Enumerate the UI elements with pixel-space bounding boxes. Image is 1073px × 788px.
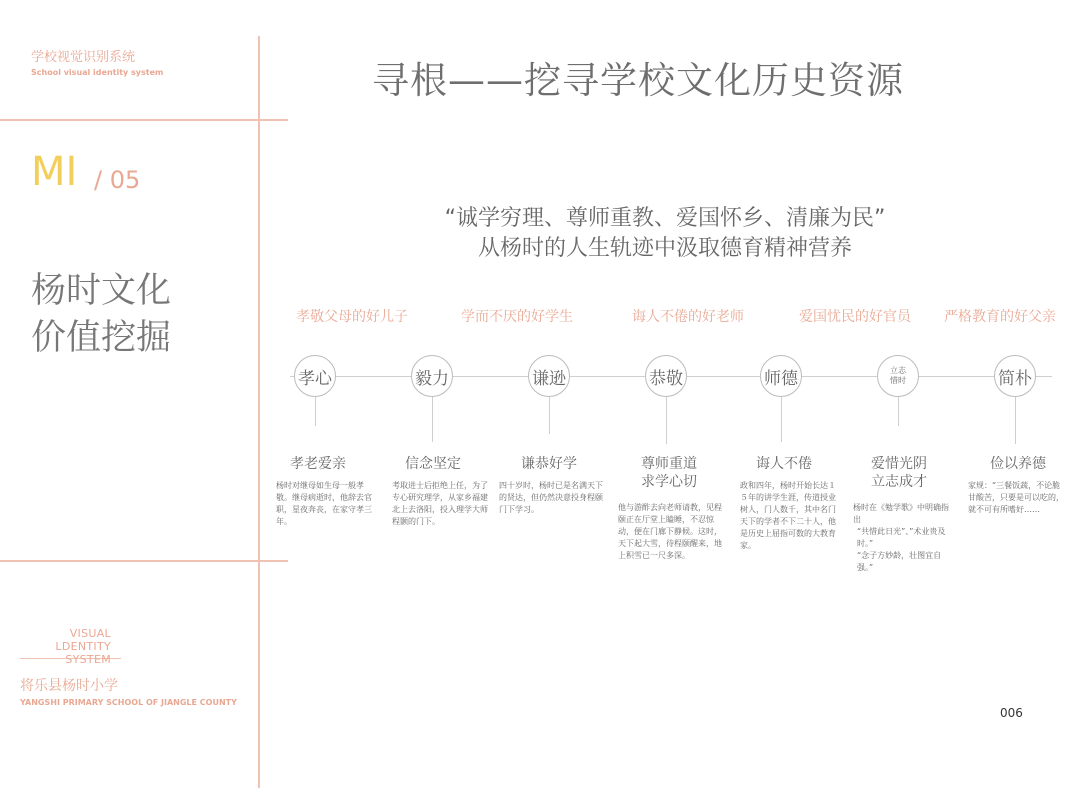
category-2: 学而不厌的好学生 xyxy=(461,309,573,325)
node-title: 爱惜光阴 立志成才 xyxy=(871,456,927,490)
node-description: 考取进士后拒绝上任，为了专心研究理学，从家乡福建北上去洛阳，投入理学大师程颢的门下。 xyxy=(392,481,488,526)
timeline-stem xyxy=(549,396,550,434)
timeline-stem xyxy=(666,396,667,444)
vertical-divider xyxy=(258,36,260,788)
node-description: 杨时对继母如生母一般孝敬。继母病逝时，他辞去官职，星夜奔丧，在家守孝三年。 xyxy=(276,481,372,526)
category-1: 孝敬父母的好儿子 xyxy=(296,309,408,325)
category-4: 爱国忧民的好官员 xyxy=(799,309,911,325)
node-title: 诲人不倦 xyxy=(756,456,812,472)
timeline-stem xyxy=(898,396,899,426)
vi-line2: SYSTEM xyxy=(65,653,111,666)
timeline-node: 简朴 xyxy=(994,355,1036,397)
node-title: 谦恭好学 xyxy=(521,456,577,472)
page-title: 寻根——挖寻学校文化历史资源 xyxy=(372,59,904,102)
node-title: 尊师重道 求学心切 xyxy=(641,456,697,490)
node-description: 四十岁时，杨时已是名满天下的贤达，但仍然决意投身程颐门下学习。 xyxy=(499,481,603,514)
category-5: 严格教育的好父亲 xyxy=(944,309,1056,325)
bottom-divider xyxy=(0,560,288,562)
timeline-stem xyxy=(315,396,316,426)
timeline-node: 师德 xyxy=(760,355,802,397)
section-title xyxy=(31,268,171,362)
vi-line1: VISUAL LDENTITY xyxy=(55,627,111,653)
system-title-cn: 学校视觉识别系统 xyxy=(31,50,136,65)
timeline-stem xyxy=(781,396,782,442)
quote-line2: 从杨时的人生轨迹中汲取德育精神营养 xyxy=(477,236,852,261)
timeline-node: 恭敬 xyxy=(645,355,687,397)
visual-identity-label xyxy=(20,627,111,666)
category-3: 诲人不倦的好老师 xyxy=(632,309,744,325)
mi-number: / 05 xyxy=(94,166,141,194)
timeline-stem xyxy=(1015,396,1016,444)
node-title: 信念坚定 xyxy=(405,456,461,472)
node-description: 杨时在《勉学歌》中明确指出 “共惜此日光”、”术业贵及时。” “念子方妙龄，壮图宜自强。” xyxy=(853,503,949,572)
node-description: 政和四年，杨时开始长达１５年的讲学生涯，传道授业树人，门人数千，其中名门天下的学者不下二十人，他是历史上屈指可数的大教育家。 xyxy=(740,481,836,550)
timeline-node: 毅力 xyxy=(411,355,453,397)
page-number: 006 xyxy=(1000,706,1023,720)
school-name-en: YANGSHI PRIMARY SCHOOL OF JIANGLE COUNTY xyxy=(20,698,237,707)
timeline-stem xyxy=(432,396,433,442)
section-title-line2: 价值挖掘 xyxy=(31,318,172,358)
system-title-en: School visual identity system xyxy=(31,68,164,77)
quote xyxy=(290,204,1040,264)
node-description: 家规：“三餐饭蔬，不论脆甘酸苦，只要是可以吃的，就不可有所嗜好…… xyxy=(968,481,1064,514)
timeline-node xyxy=(877,355,919,397)
mi-label: MI xyxy=(31,149,78,195)
node-description: 他与游酢去向老师请教，见程颐正在厅堂上瞌睡，不忍惊动，便在门廊下静候。这时，天下起大雪，待程颐醒来，地上积雪已一尺多深。 xyxy=(618,503,722,560)
node-title: 孝老爱亲 xyxy=(290,456,346,472)
timeline-node: 谦逊 xyxy=(528,355,570,397)
quote-line1: “诚学穷理、尊师重教、爱国怀乡、清廉为民” xyxy=(444,206,886,231)
node-label-line1: 立志 xyxy=(890,366,906,375)
node-title: 俭以养德 xyxy=(990,456,1046,472)
timeline-node: 孝心 xyxy=(294,355,336,397)
top-divider xyxy=(0,119,288,121)
section-title-line1: 杨时文化 xyxy=(31,271,172,311)
node-label-line2: 惜时 xyxy=(890,376,906,385)
school-name-cn: 将乐县杨时小学 xyxy=(20,678,118,694)
